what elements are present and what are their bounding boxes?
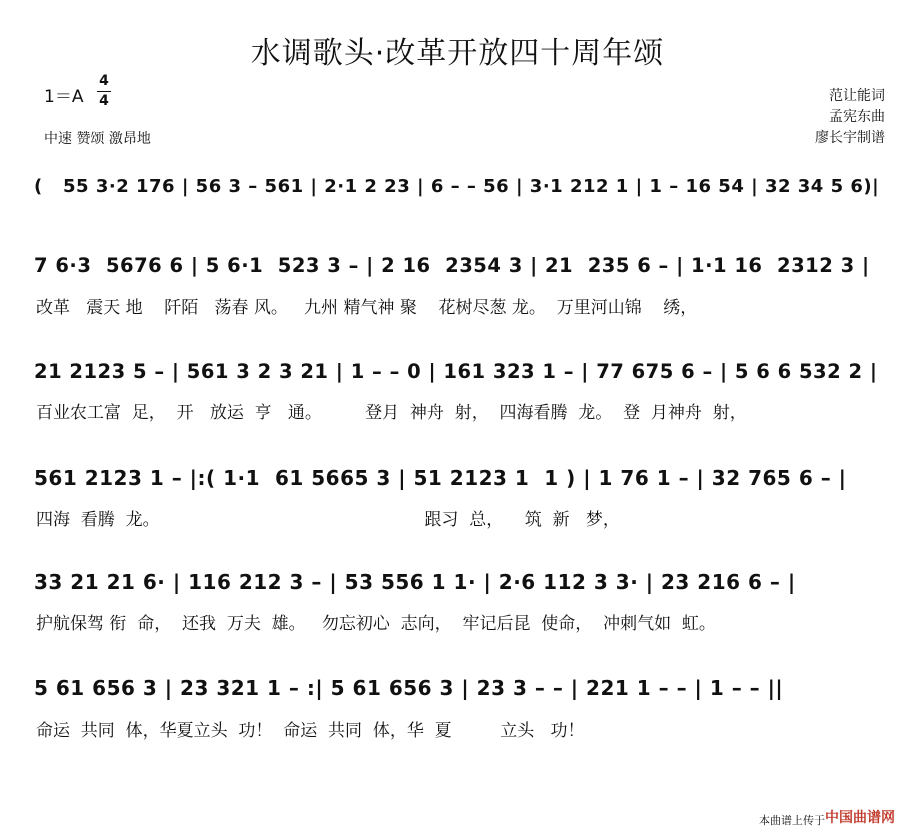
meter-bottom: 4	[99, 93, 109, 109]
meter-top: 4	[99, 73, 109, 89]
transcriber-credit: 廖长宇制谱	[815, 130, 885, 146]
upload-note: 本曲谱上传于	[759, 814, 825, 827]
staff-line-5-lyrics: 护航保驾 衔 命， 还我 万夫 雄。 勿忘初心 志向， 牢记后昆 使命， 冲刺气如 虹。	[36, 614, 716, 634]
composer-credit: 孟宪东曲	[829, 109, 885, 125]
staff-line-1-notes: ( 55 3·2 176 | 56 3 – 561 | 2·1 2 23 | 6 – – 56 | 3·1 212 1 | 1 – 16 54 | 32 34 5 6)|	[34, 176, 880, 197]
credits	[815, 86, 885, 149]
staff-line-3-lyrics: 百业农工富 足， 开 放运 亨 通。 登月 神舟 射， 四海看腾 龙。 登 月神舟 射，	[36, 403, 747, 423]
site-logo[interactable]: 中国曲谱网	[825, 810, 895, 826]
staff-line-2-lyrics: 改革 震天 地 阡陌 荡春 风。 九州 精气神 聚 花树尽葱 龙。 万里河山锦 绣，	[36, 298, 698, 318]
staff-line-5-notes: 33 21 21 6· | 116 212 3 – | 53 556 1 1· | 2·6 112 3 3· | 23 216 6 – |	[34, 570, 796, 594]
staff-line-6-lyrics: 命运 共同 体，华夏立头 功！ 命运 共同 体，华 夏 立头 功！	[36, 721, 585, 741]
staff-line-4-notes: 561 2123 1 – |:( 1·1 61 5665 3 | 51 2123 1 1 ) | 1 76 1 – | 32 765 6 – |	[34, 466, 847, 490]
page-title: 水调歌头·改革开放四十周年颂	[250, 36, 665, 71]
key-signature: 1＝A	[44, 87, 84, 107]
tempo-marking: 中速 赞颂 激昂地	[44, 131, 151, 147]
staff-line-6-notes: 5 61 656 3 | 23 321 1 – :| 5 61 656 3 | 23 3 – – | 221 1 – – | 1 – – ||	[34, 676, 784, 700]
lyricist-credit: 范让能词	[829, 88, 885, 104]
staff-line-3-notes: 21 2123 5 – | 561 3 2 3 21 | 1 – – 0 | 161 323 1 – | 77 675 6 – | 5 6 6 532 2 |	[34, 360, 878, 383]
staff-line-2-notes: 7 6·3 5676 6 | 5 6·1 523 3 – | 2 16 2354 3 | 21 235 6 – | 1·1 16 2312 3 |	[34, 254, 870, 277]
time-signature	[97, 73, 111, 110]
staff-line-4-lyrics: 四海 看腾 龙。 跟习 总， 筑 新 梦，	[36, 510, 620, 530]
